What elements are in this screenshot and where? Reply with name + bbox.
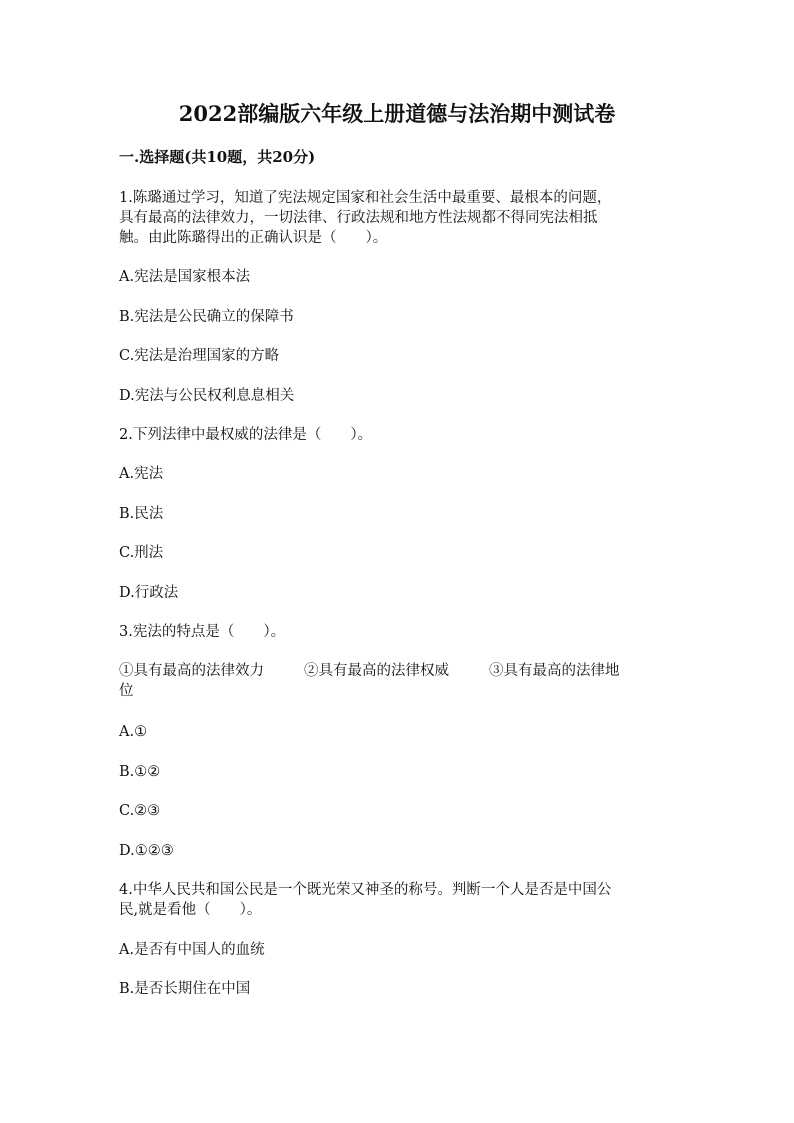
question-4-option-b: B.是否长期住在中国	[119, 981, 251, 997]
question-1-line: 触。由此陈璐得出的正确认识是（ ）。	[119, 230, 388, 246]
question-3-statement-2: ②具有最高的法律权威	[304, 663, 449, 679]
question-2-option-a: A.宪法	[119, 466, 164, 482]
question-3-option-d: D.①②③	[119, 843, 174, 859]
question-2-option-b: B.民法	[119, 506, 164, 522]
page-title: 2022部编版六年级上册道德与法治期中测试卷	[178, 101, 616, 126]
question-3-option-c: C.②③	[119, 803, 161, 819]
question-3-stem: 3.宪法的特点是（ ）。	[119, 624, 286, 640]
question-3-statement-3: ③具有最高的法律地	[489, 663, 620, 679]
question-1-option-d: D.宪法与公民权利息息相关	[119, 388, 295, 404]
question-1-stem	[119, 188, 667, 248]
section-heading: 一.选择题(共10题，共20分)	[119, 148, 316, 166]
question-2-option-c: C.刑法	[119, 545, 164, 561]
question-1-line: 具有最高的法律效力，一切法律、行政法规和地方性法规都不得同宪法相抵	[119, 210, 598, 226]
question-4-line: 民,就是看他（ ）。	[119, 902, 262, 918]
question-3-option-b: B.①②	[119, 764, 161, 780]
question-1-option-b: B.宪法是公民确立的保障书	[119, 309, 294, 325]
question-3-statement-1: ①具有最高的法律效力	[119, 663, 264, 679]
question-1-option-c: C.宪法是治理国家的方略	[119, 348, 280, 364]
question-3-statements	[119, 661, 679, 701]
question-4-line: 4.中华人民共和国公民是一个既光荣又神圣的称号。判断一个人是否是中国公	[119, 882, 612, 898]
question-4-option-a: A.是否有中国人的血统	[119, 942, 265, 958]
question-3-option-a: A.①	[119, 724, 148, 740]
question-2-option-d: D.行政法	[119, 585, 179, 601]
question-1-option-a: A.宪法是国家根本法	[119, 269, 251, 285]
question-3-statement-wrap: 位	[119, 683, 134, 699]
question-4-stem	[119, 880, 667, 920]
question-1-line: 1.陈璐通过学习，知道了宪法规定国家和社会生活中最重要、最根本的问题，	[119, 190, 612, 206]
question-2-stem: 2.下列法律中最权威的法律是（ ）。	[119, 427, 373, 443]
